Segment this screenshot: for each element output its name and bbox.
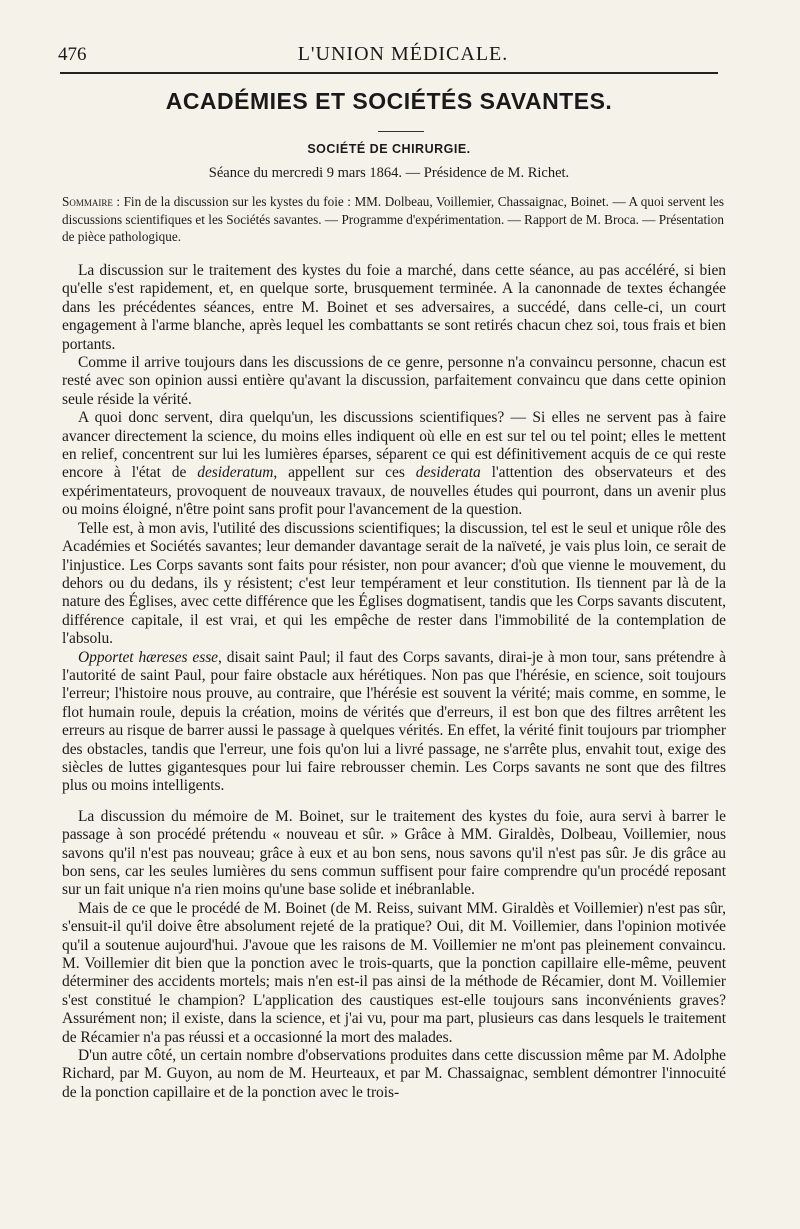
header-rule xyxy=(60,72,718,74)
running-header xyxy=(58,40,748,68)
section-title: ACADÉMIES ET SOCIÉTÉS SAVANTES. xyxy=(165,88,613,114)
sommaire-label: Sommaire xyxy=(62,194,113,209)
paragraph: Telle est, à mon avis, l'utilité des discussions scientifiques; la discussion, tel est le seul et unique rôle des Académies et Sociétés savantes; leur demander davantage serait de la naïveté, je vais plus loin, ce serait de l'injustice. Les Corps savants sont faits pour résister, non pour avancer; d'où que vienne le mouvement, du dehors ou du dedans, ils y résistent; c'est leur tempérament et leur constitution. Ils tiennent par là de la nature des Églises, avec cette différence que les Églises dogmatisent, tandis que les Corps savants discutent, différence capitale, il est vrai, et qui les empêche de rester dans l'immobilité de la contemplation de l'absolu. xyxy=(62,519,726,648)
paragraph: Mais de ce que le procédé de M. Boinet (de M. Reiss, suivant MM. Giraldès et Voillemier) n'est pas sûr, s'ensuit-il qu'il doive être absolument rejeté de la pratique? Oui, dit M. Voillemier, dans l'opinion motivée qu'il a soutenue aujourd'hui. J'avoue que les raisons de M. Voillemier ne m'ont pas pleinement convaincu. M. Voillemier dit bien que la ponction avec le trois-quarts, que la ponction capillaire elle-même, peuvent déterminer des accidents mortels; mais n'en est-il pas ainsi de la méthode de Récamier, dont M. Voillemier s'est constitué le champion? L'application des caustiques est-elle toujours sans inconvénients graves? Assurément non; il existe, dans la science, et j'ai vu, pour ma part, plusieurs cas dans lesquels le traitement de Récamier n'a pas réussi et a occasionné la mort des malades. xyxy=(62,899,726,1046)
paragraph: Comme il arrive toujours dans les discussions de ce genre, personne n'a convaincu personne, chacun est resté avec son opinion aussi entière qu'avant la discussion, parfaitement convaincu que dans cette opinion seule réside la vérité. xyxy=(62,354,726,408)
sommaire xyxy=(62,193,724,246)
paragraph: La discussion du mémoire de M. Boinet, sur le traitement des kystes du foie, aura servi à barrer le passage à son procédé prétendu « nouveau et sûr. » Grâce à MM. Giraldès, Dolbeau, Voillemier, nous savons qu'il n'est pas nouveau; grâce à eux et au bon sens, nous savons qu'il n'est pas sûr. Je dis grâce au bon sens, car les seules lumières du sens commun suffisent pour faire comprendre qu'un procédé reposant sur un fait unique n'a rien moins qu'une base solide et inébranlable. xyxy=(62,807,726,899)
paragraph: La discussion sur le traitement des kystes du foie a marché, dans cette séance, au pas accéléré, si bien qu'elle s'est rapidement, et, en quelque sorte, brusquement terminée. A la canonnade de textes échangée dans les précédentes séances, entre M. Boinet et ses adversaires, a succédé, dans celle-ci, un court engagement à l'arme blanche, après lequel les combattants se sont retirés chacun chez soi, tous frais et bien portants. xyxy=(62,262,726,353)
article-body xyxy=(62,262,726,1102)
society-heading: SOCIÉTÉ DE CHIRURGIE. xyxy=(307,142,471,156)
journal-title: L'UNION MÉDICALE. xyxy=(297,43,509,65)
page-number: 476 xyxy=(58,44,87,65)
short-rule xyxy=(378,131,424,132)
seance-line: Séance du mercredi 9 mars 1864. — Présidence de M. Richet. xyxy=(208,165,570,181)
paragraph: D'un autre côté, un certain nombre d'observations produites dans cette discussion même par M. Adolphe Richard, par M. Guyon, au nom de M. Heurteaux, et par M. Chassaignac, semblent démontrer l'innocuité de la ponction capillaire et de la ponction avec le trois- xyxy=(62,1047,726,1101)
sommaire-text: : Fin de la discussion sur les kystes du foie : MM. Dolbeau, Voillemier, Chassaignac, Boinet. — A quoi servent les discussions scientifiques et les Sociétés savantes. — Programme d'expérimentation. — Rapport de M. Broca. — Présentation de pièce pathologique. xyxy=(62,194,724,244)
paragraph: A quoi donc servent, dira quelqu'un, les discussions scientifiques? — Si elles ne servent pas à faire avancer directement la science, du moins elles indiquent où elle en est sur tel ou tel point; elles le mettent en relief, concentrent sur lui les lumières éparses, séparent ce qui est définitivement acquis de ce qui reste encore à l'état de desideratum, appellent sur ces desiderata l'attention des observateurs et des expérimentateurs, provoquent de nouveaux travaux, de nouvelles études qui pourront, dans un avenir plus ou moins éloigné, n'être point sans profit pour l'avancement de la question. xyxy=(62,409,726,519)
paragraph: Opportet hæreses esse, disait saint Paul; il faut des Corps savants, dirai-je à mon tour, sans prétendre à l'autorité de saint Paul, pour faire obstacle aux hérétiques. Non pas que l'hérésie, en science, soit toujours l'erreur; l'histoire nous prouve, au contraire, que l'hérésie est souvent la vérité; mais comme, en somme, le flot humain roule, depuis la création, moins de vérités que d'erreurs, il est bon que des filtres arrêtent les erreurs au risque de barrer aussi le passage à quelques vérités. En effet, la vérité finit toujours par triompher des obstacles, tandis que l'erreur, une fois qu'on lui a livré passage, ne s'arrête plus, envahit tout, exige des siècles de luttes gigantesques pour lui faire rebrousser chemin. Les Corps savants ne sont que des filtres plus ou moins intelligents. xyxy=(62,648,726,795)
